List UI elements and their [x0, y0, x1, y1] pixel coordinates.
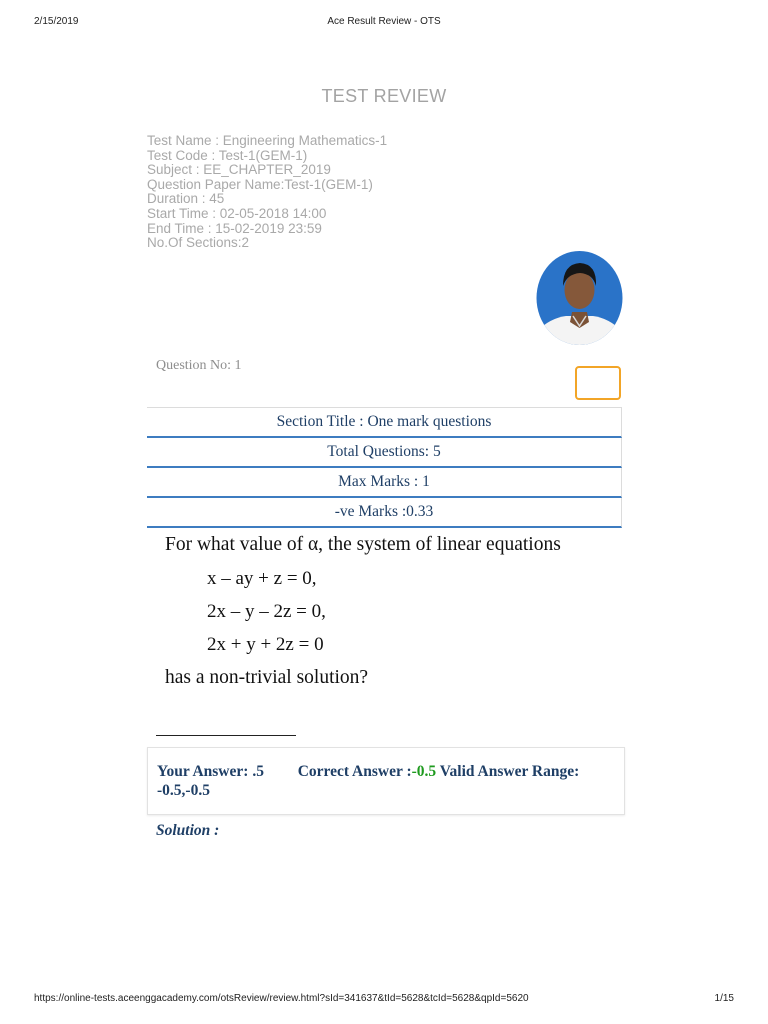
- test-subject: Subject : EE_CHAPTER_2019: [147, 162, 331, 178]
- end-time: End Time : 15-02-2019 23:59: [147, 220, 322, 236]
- equation-2: 2x – y – 2z = 0,: [207, 601, 326, 622]
- question-stem: For what value of α, the system of linear equations: [165, 534, 561, 555]
- correct-answer-value: -0.5: [411, 763, 437, 780]
- print-page-number: 1/15: [714, 993, 734, 1004]
- answer-result-box: [147, 747, 625, 815]
- test-name: Test Name : Engineering Mathematics-1: [147, 133, 388, 148]
- test-info: [147, 134, 387, 251]
- test-code: Test Code : Test-1(GEM-1): [147, 147, 308, 163]
- your-answer-label: Your Answer:: [157, 763, 249, 780]
- answer-blank-line: [156, 735, 296, 736]
- equation-3: 2x + y + 2z = 0: [207, 634, 324, 655]
- print-date: 2/15/2019: [34, 16, 79, 27]
- equation-1: x – ay + z = 0,: [207, 568, 317, 589]
- solution-label: Solution :: [156, 822, 220, 839]
- question-tail: has a non-trivial solution?: [165, 667, 369, 688]
- start-time: Start Time : 02-05-2018 14:00: [147, 205, 327, 221]
- candidate-photo: [536, 250, 623, 346]
- correct-answer-label: Correct Answer :: [297, 763, 412, 780]
- test-duration: Duration : 45: [147, 191, 225, 207]
- section-count: No.Of Sections:2: [147, 235, 250, 251]
- max-marks: Max Marks : 1: [147, 468, 622, 498]
- your-answer-value: .5: [252, 763, 264, 780]
- section-title: Section Title : One mark questions: [147, 407, 622, 438]
- total-questions: Total Questions: 5: [147, 438, 622, 468]
- question-paper-name: Question Paper Name:Test-1(GEM-1): [147, 176, 373, 192]
- valid-range-value: -0.5,-0.5: [157, 782, 210, 799]
- print-page-title: Ace Result Review - OTS: [327, 16, 441, 27]
- mark-question-box[interactable]: [575, 366, 621, 400]
- section-info-table: [147, 407, 622, 528]
- valid-range-label: Valid Answer Range:: [439, 763, 580, 780]
- page-title: TEST REVIEW: [321, 86, 447, 106]
- question-number: Question No: 1: [156, 358, 242, 373]
- print-url: https://online-tests.aceenggacademy.com/otsReview/review.html?sId=341637&tId=5628&tcId=5628&qpId=5620: [34, 993, 529, 1004]
- negative-marks: -ve Marks :0.33: [147, 498, 622, 528]
